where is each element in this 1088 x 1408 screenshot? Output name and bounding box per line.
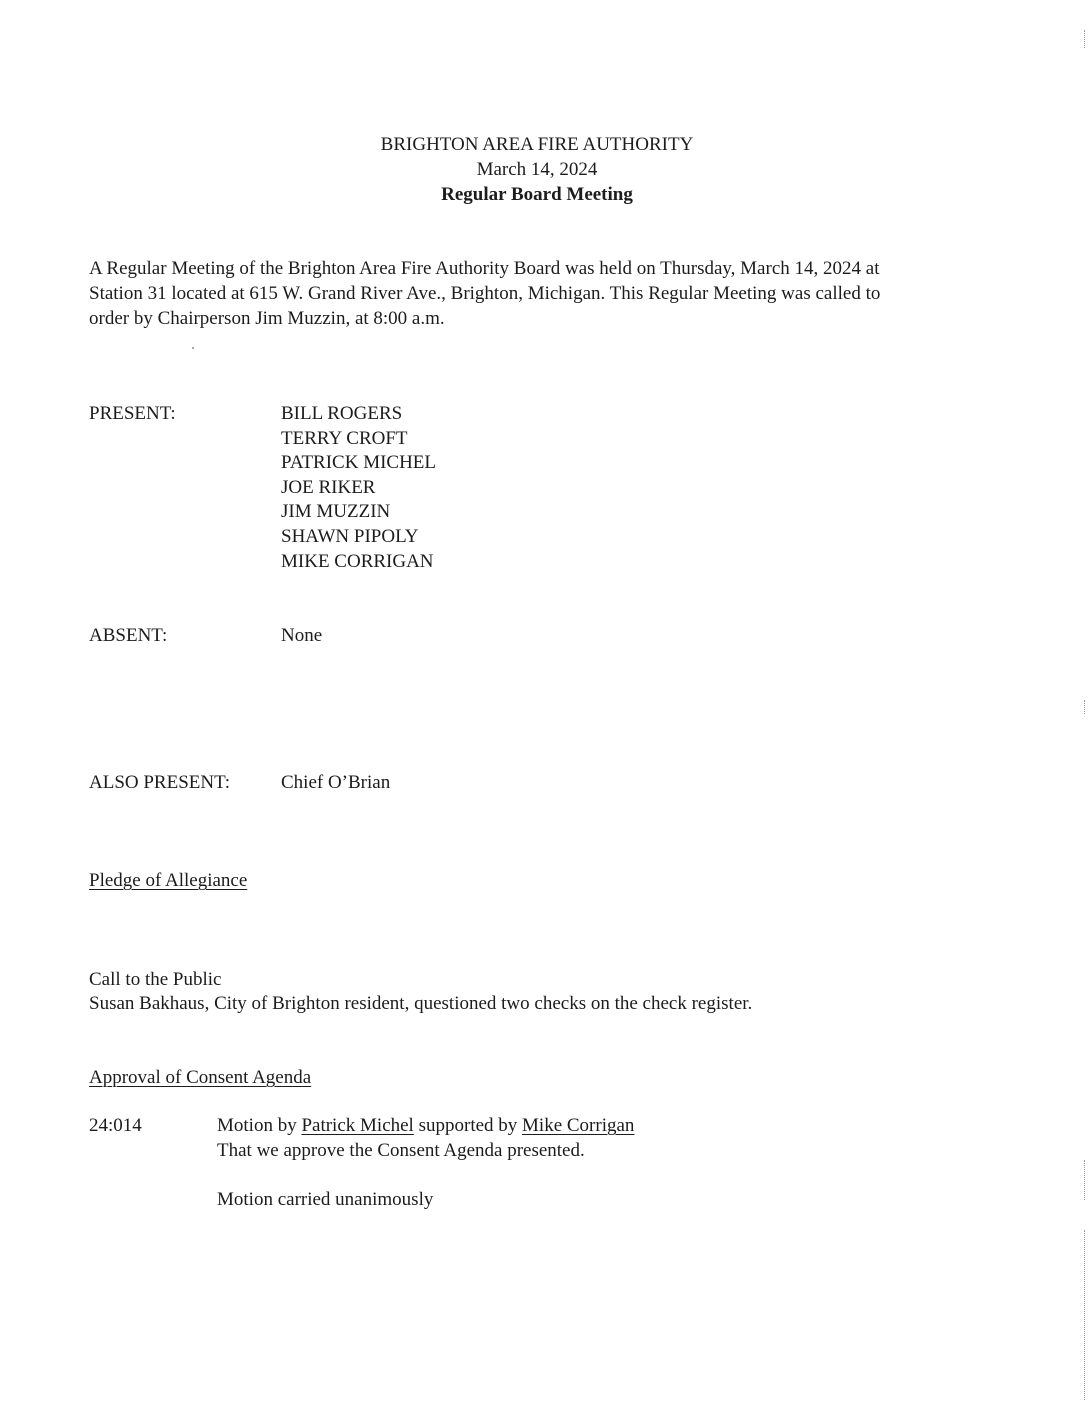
meeting-date: March 14, 2024 bbox=[476, 159, 598, 180]
present-label: PRESENT: bbox=[89, 403, 176, 424]
scan-speck bbox=[192, 347, 194, 349]
absent-value: None bbox=[281, 625, 323, 646]
motion-line bbox=[217, 1114, 634, 1138]
intro-line: A Regular Meeting of the Brighton Area Fire Authority Board was held on Thursday, March 14, 2024 at bbox=[89, 258, 880, 279]
also-present-value: Chief O’Brian bbox=[281, 772, 391, 793]
organization-title: BRIGHTON AREA FIRE AUTHORITY bbox=[380, 134, 694, 155]
intro-line: Station 31 located at 615 W. Grand River Ave., Brighton, Michigan. This Regular Meeting was called to bbox=[89, 283, 881, 304]
present-member: TERRY CROFT bbox=[281, 427, 408, 449]
scan-edge-mark bbox=[1083, 700, 1085, 714]
pledge-heading: Pledge of Allegiance bbox=[89, 870, 248, 891]
present-member: PATRICK MICHEL bbox=[281, 452, 437, 474]
scan-edge-mark bbox=[1083, 1230, 1085, 1400]
intro-paragraph bbox=[89, 256, 1009, 331]
motion-result: Motion carried unanimously bbox=[217, 1189, 434, 1210]
present-list bbox=[281, 402, 436, 574]
motion-supporter: Mike Corrigan bbox=[522, 1115, 635, 1136]
meeting-type: Regular Board Meeting bbox=[441, 184, 633, 205]
motion-text: That we approve the Consent Agenda presented. bbox=[217, 1140, 585, 1161]
present-member: JOE RIKER bbox=[281, 476, 376, 498]
intro-line: order by Chairperson Jim Muzzin, at 8:00 a.m. bbox=[89, 308, 445, 329]
present-member: SHAWN PIPOLY bbox=[281, 525, 419, 547]
call-to-public-text: Susan Bakhaus, City of Brighton resident, questioned two checks on the check register. bbox=[89, 993, 753, 1014]
scan-edge-mark bbox=[1083, 30, 1085, 48]
present-member: BILL ROGERS bbox=[281, 403, 403, 424]
document-header bbox=[0, 132, 1074, 207]
motion-number: 24:014 bbox=[89, 1115, 142, 1136]
scan-edge-mark bbox=[1083, 1160, 1085, 1200]
call-to-public-heading: Call to the Public bbox=[89, 969, 222, 990]
motion-middle: supported by bbox=[413, 1115, 523, 1136]
also-present-label: ALSO PRESENT: bbox=[89, 772, 231, 793]
consent-agenda-heading: Approval of Consent Agenda bbox=[89, 1067, 312, 1088]
present-member: JIM MUZZIN bbox=[281, 501, 391, 523]
motion-mover: Patrick Michel bbox=[301, 1115, 414, 1136]
present-member: MIKE CORRIGAN bbox=[281, 550, 434, 572]
motion-prefix: Motion by bbox=[217, 1115, 302, 1136]
absent-label: ABSENT: bbox=[89, 625, 168, 646]
